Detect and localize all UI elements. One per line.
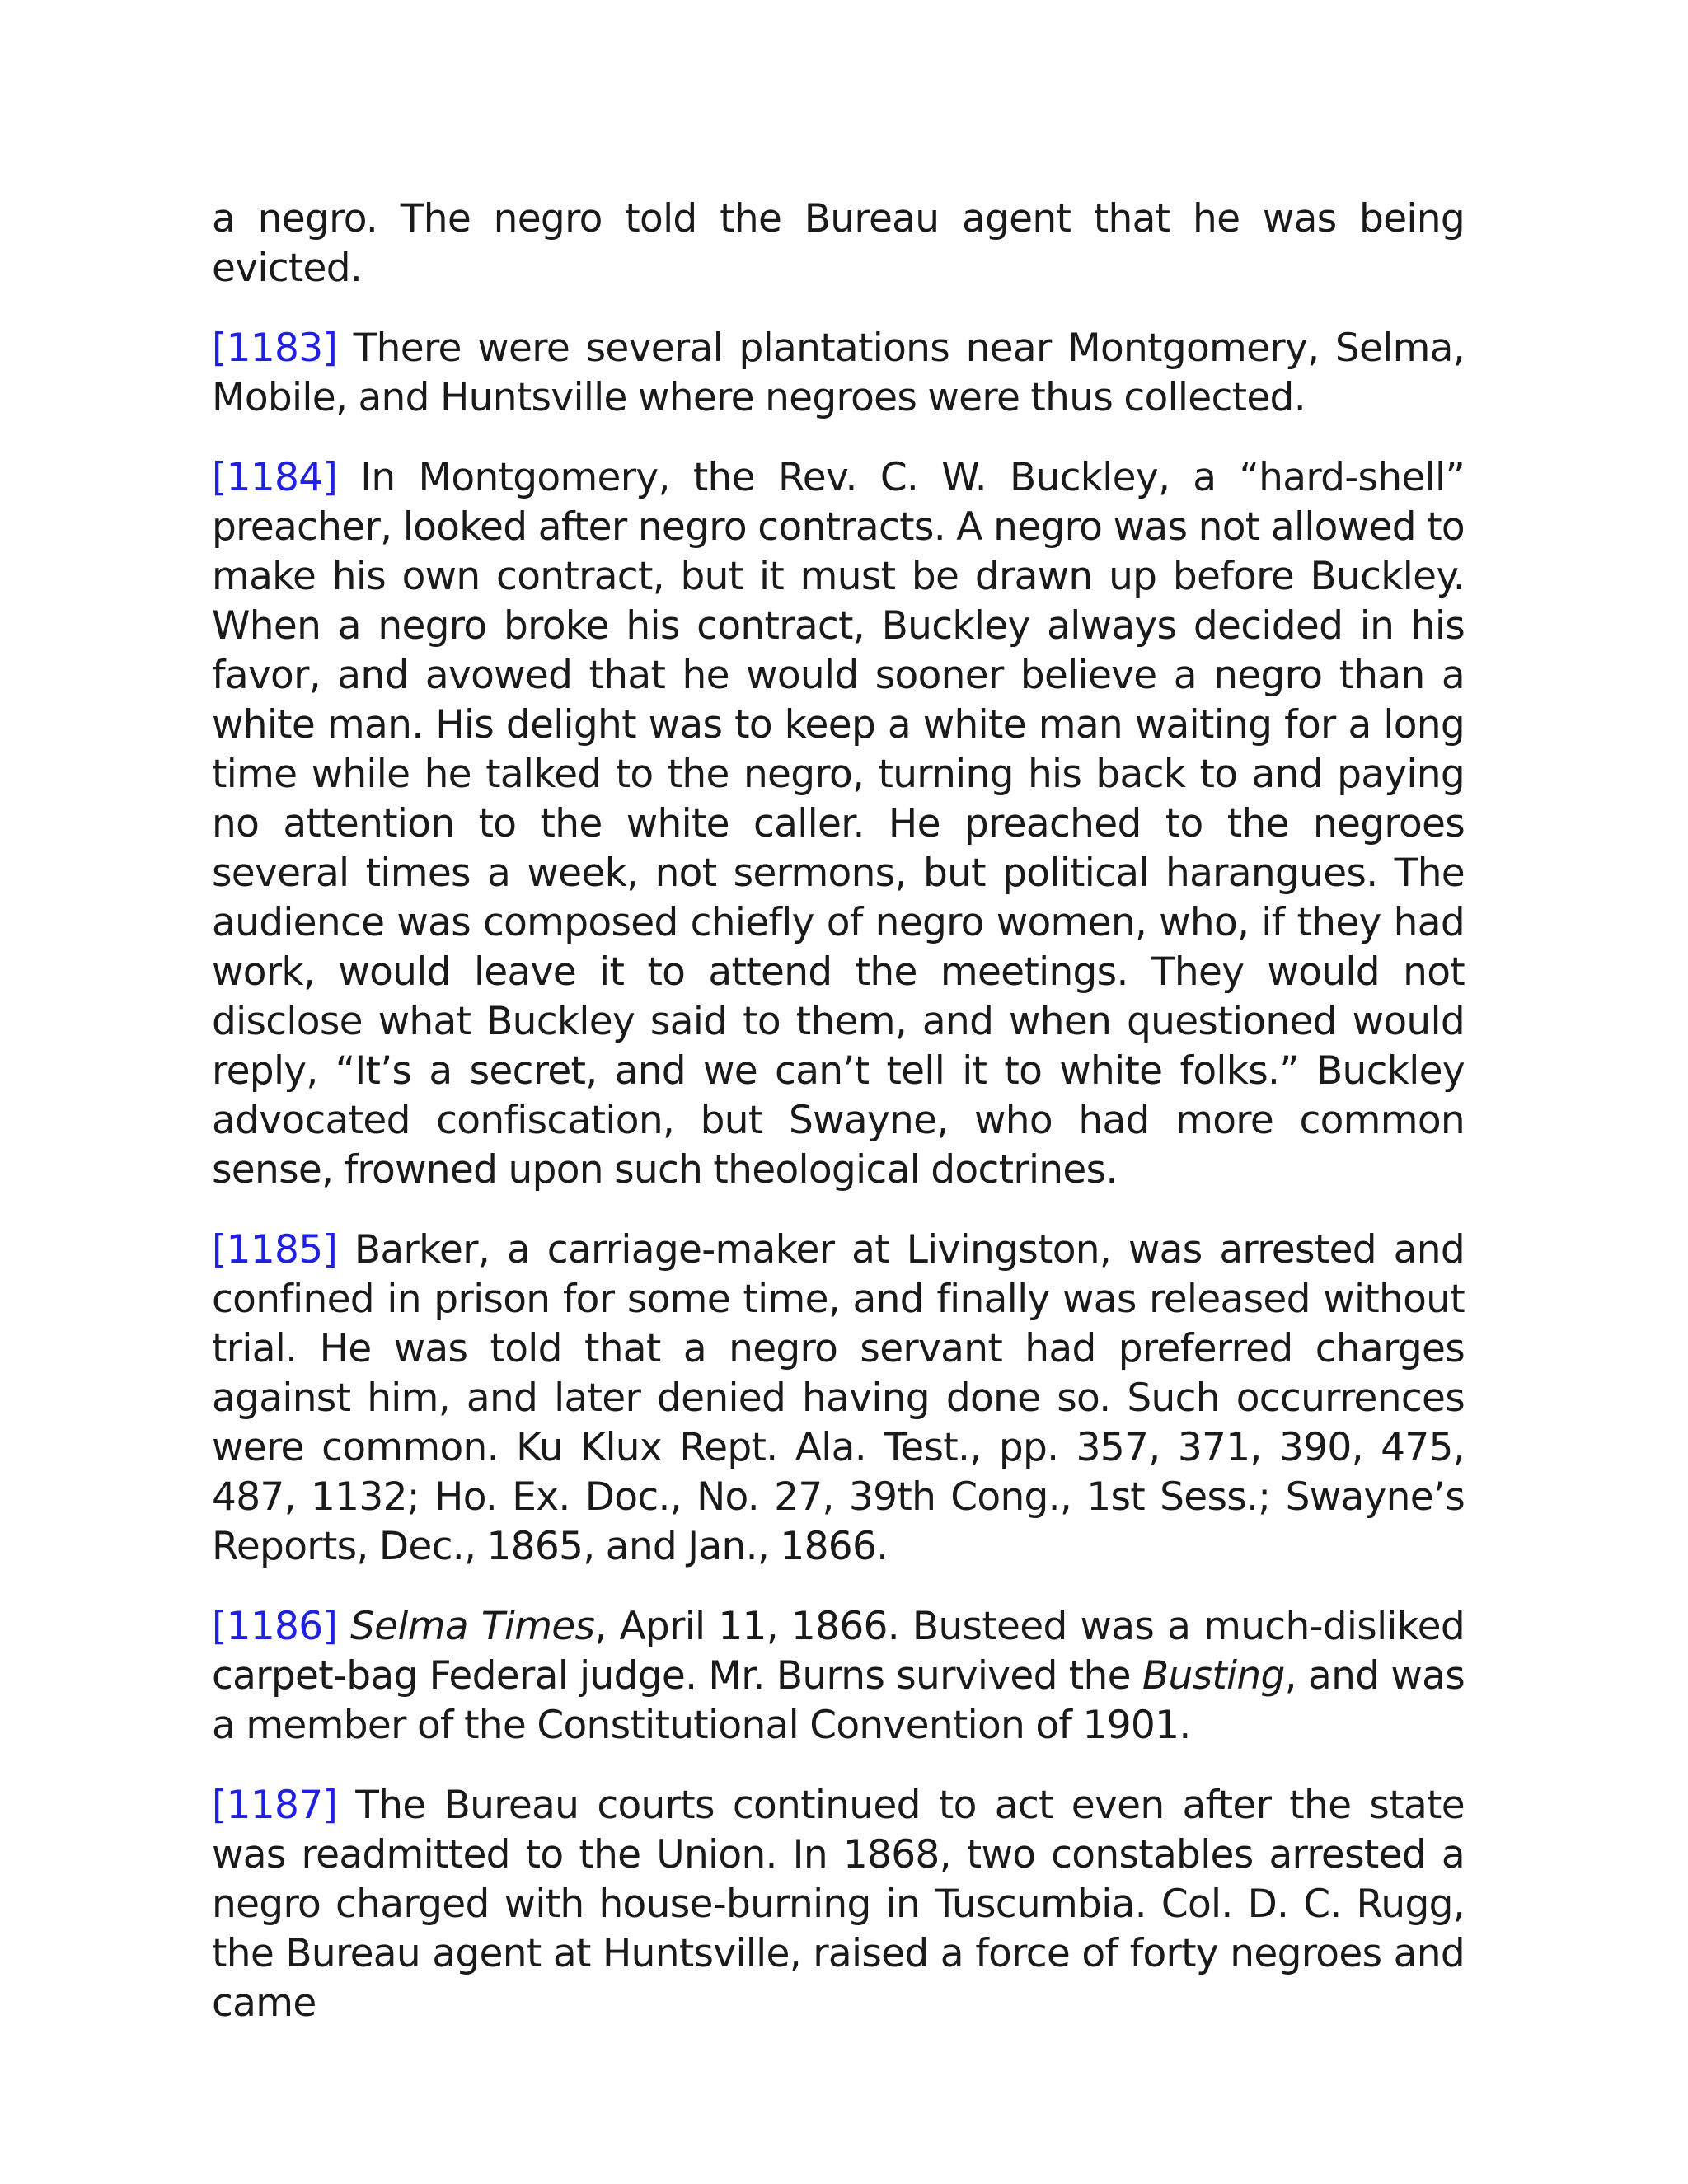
paragraph-text: , April 11, 1866. Busteed was a much-disliked carpet-bag Federal judge. Mr. Burns survived the: [212, 1604, 1465, 1699]
footnote-marker-link[interactable]: [1187]: [212, 1783, 338, 1828]
footnote-marker-link[interactable]: [1185]: [212, 1227, 338, 1272]
paragraph-text: The Bureau courts continued to act even after the state was readmitted to the Union. In 1868, two constables arrested a negro charged with house-burning in Tuscumbia. Col. D. C. Rugg, the Bureau agent at Huntsville, raised a force of forty negroes and came: [212, 1783, 1465, 2026]
footnote-1183: [212, 324, 1465, 423]
paragraph-text: , and was a member of the Constitutional Convention of 1901.: [212, 1653, 1465, 1748]
paragraph-text: Barker, a carriage-maker at Livingston, was arrested and confined in prison for some time, and finally was released without trial. He was told that a negro servant had preferred charges against him, and later denied having done so. Such occurrences were common. Ku Klux Rept. Ala. Test., pp. 357, 371, 390, 475, 487, 1132; Ho. Ex. Doc., No. 27, 39th Cong., 1st Sess.; Swayne’s Reports, Dec., 1865, and Jan., 1866.: [212, 1227, 1465, 1569]
italic-title: Selma Times: [350, 1604, 595, 1649]
footnote-1185: [212, 1226, 1465, 1572]
footnote-marker-link[interactable]: [1186]: [212, 1604, 338, 1649]
footnote-marker-link[interactable]: [1183]: [212, 326, 338, 371]
document-page: [212, 194, 1465, 2059]
paragraph-text: [337, 1604, 350, 1649]
footnote-marker-link[interactable]: [1184]: [212, 455, 338, 500]
italic-word: Busting: [1142, 1653, 1285, 1699]
footnote-1186: [212, 1602, 1465, 1750]
paragraph-text: There were several plantations near Montgomery, Selma, Mobile, and Huntsville where negroes were thus collected.: [212, 326, 1465, 420]
footnote-1184: [212, 453, 1465, 1195]
paragraph-text: In Montgomery, the Rev. C. W. Buckley, a “hard-shell” preacher, looked after negro contracts. A negro was not allowed to make his own contract, but it must be drawn up before Buckley. When a negro broke his contract, Buckley always decided in his favor, and avowed that he would sooner believe a negro than a white man. His delight was to keep a white man waiting for a long time while he talked to the negro, turning his back to and paying no attention to the white caller. He preached to the negroes several times a week, not sermons, but political harangues. The audience was composed chiefly of negro women, who, if they had work, would leave it to attend the meetings. They would not disclose what Buckley said to them, and when questioned would reply, “It’s a secret, and we can’t tell it to white folks.” Buckley advocated confiscation, but Swayne, who had more common sense, frowned upon such theological doctrines.: [212, 455, 1465, 1193]
paragraph-continuation: [212, 194, 1465, 293]
footnote-1187: [212, 1781, 1465, 2028]
paragraph-text: a negro. The negro told the Bureau agent that he was being evicted.: [212, 196, 1465, 291]
